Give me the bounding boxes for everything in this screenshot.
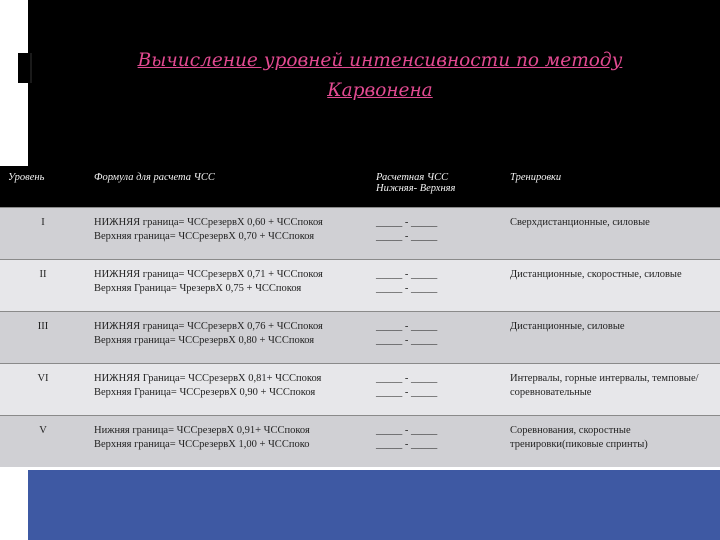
range-cell [368,207,502,259]
training-cell: Сверхдистанционные, силовые [502,207,720,259]
level-cell: II [0,259,86,311]
formula-high: Верхняя Граница= ЧрезервX 0,75 + ЧССпокоя [94,282,302,294]
level-cell: III [0,311,86,363]
training-cell: Интервалы, горные интервалы, темповые/соревновательные [502,363,720,415]
formula-high: Верхняя Граница= ЧССрезервX 0,90 + ЧССпокоя [94,386,316,398]
range-cell [368,415,502,467]
header-range-line1: Расчетная ЧСС [376,172,449,183]
table-header-row [0,166,720,207]
level-cell: VI [0,363,86,415]
training-cell: Дистанционные, силовые [502,311,720,363]
formula-low: НИЖНЯЯ граница= ЧССрезервX 0,76 + ЧССпокоя [94,320,323,332]
formula-high: Верхняя граница= ЧССрезервX 0,80 + ЧССпокоя [94,334,315,346]
table-row [0,259,720,311]
range-high-blank: _____ - _____ [376,438,438,450]
range-cell [368,259,502,311]
range-low-blank: _____ - _____ [376,268,438,280]
header-level: Уровень [0,166,86,207]
range-low-blank: _____ - _____ [376,424,438,436]
range-cell [368,363,502,415]
training-cell: Соревнования, скоростные тренировки(пиковые спринты) [502,415,720,467]
accent-bar-left [18,53,28,83]
table-row [0,363,720,415]
formula-low: НИЖНЯЯ Граница= ЧССрезервX 0,81+ ЧССпокоя [94,372,322,384]
table-row [0,311,720,363]
formula-cell [86,207,368,259]
range-high-blank: _____ - _____ [376,230,438,242]
accent-bar-right [30,53,38,83]
formula-low: НИЖНЯЯ граница= ЧССрезервX 0,60 + ЧССпокоя [94,216,323,228]
level-cell: I [0,207,86,259]
range-high-blank: _____ - _____ [376,386,438,398]
range-high-blank: _____ - _____ [376,334,438,346]
formula-cell [86,311,368,363]
footer-band [28,470,720,540]
range-low-blank: _____ - _____ [376,372,438,384]
header-range [368,166,502,207]
formula-cell [86,415,368,467]
footer-margin [0,470,28,540]
header-range-line2: Нижняя- Верхняя [376,183,456,194]
karvonen-table [0,166,720,467]
level-cell: V [0,415,86,467]
formula-high: Верхняя граница= ЧССрезервX 1,00 + ЧССпоко [94,438,310,450]
table-row [0,207,720,259]
range-low-blank: _____ - _____ [376,216,438,228]
formula-low: НИЖНЯЯ граница= ЧССрезервX 0,71 + ЧССпокоя [94,268,323,280]
table-row [0,415,720,467]
formula-low: Нижняя граница= ЧССрезервX 0,91+ ЧССпокоя [94,424,310,436]
range-low-blank: _____ - _____ [376,320,438,332]
header-training: Тренировки [502,166,720,207]
formula-high: Верхняя граница= ЧССрезервX 0,70 + ЧССпокоя [94,230,315,242]
header-formula: Формула для расчета ЧСС [86,166,368,207]
formula-cell [86,363,368,415]
training-cell: Дистанционные, скоростные, силовые [502,259,720,311]
range-cell [368,311,502,363]
slide-title: Вычисление уровней интенсивности по методу Карвонена [137,50,623,101]
formula-cell [86,259,368,311]
range-high-blank: _____ - _____ [376,282,438,294]
